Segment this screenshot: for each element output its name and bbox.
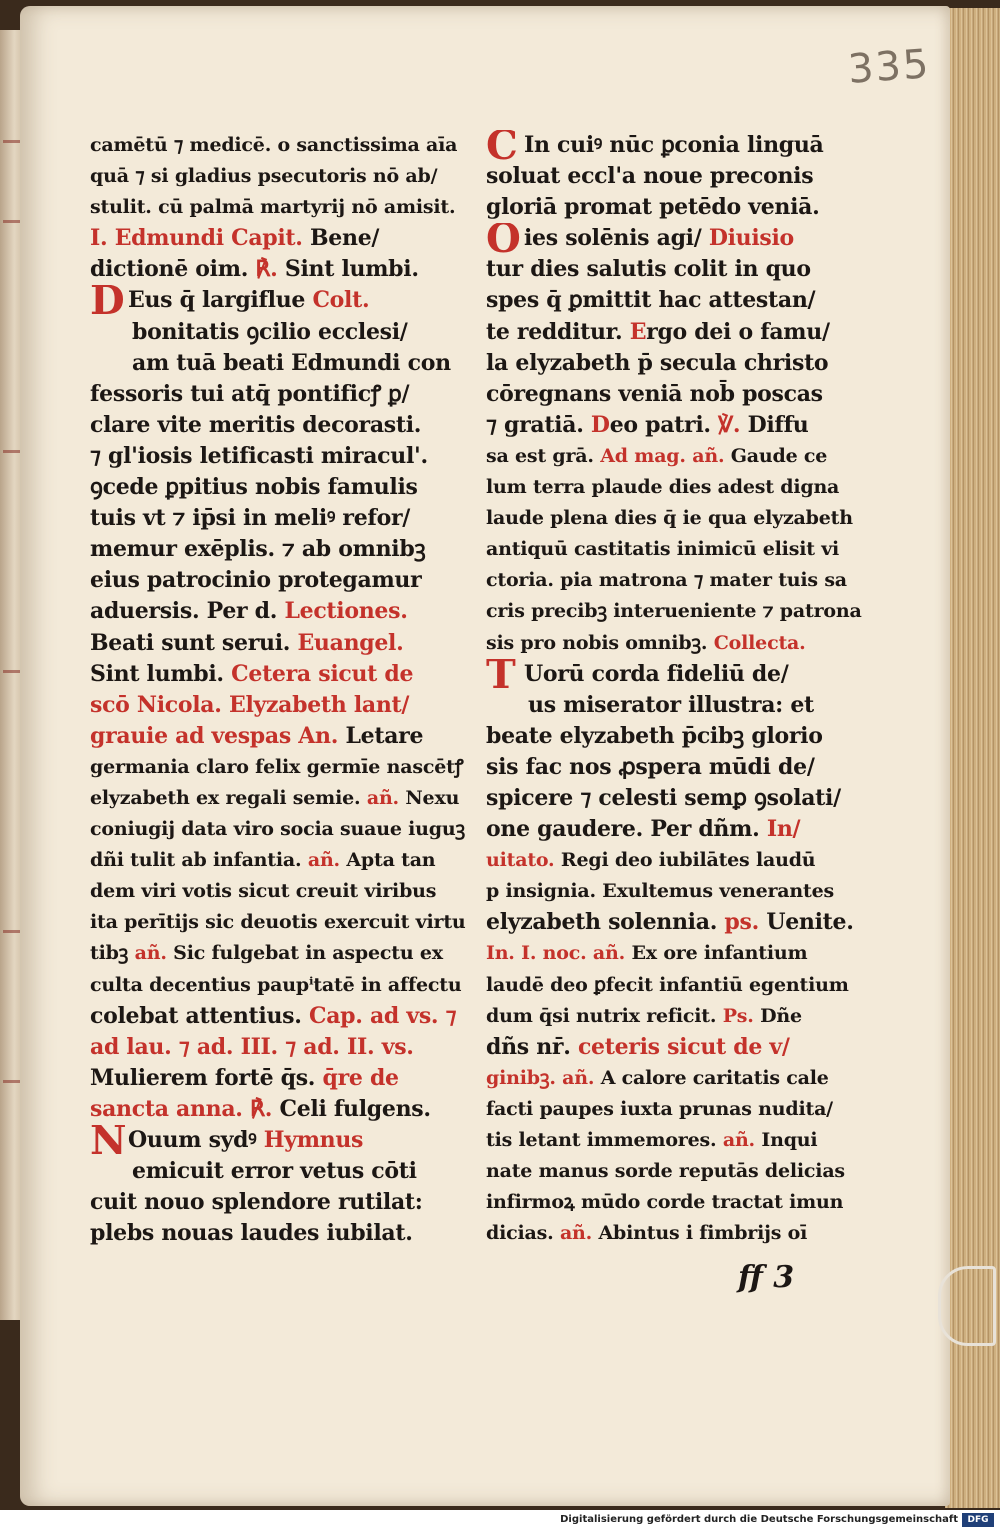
body-text: elyzabeth ex regali semie.	[90, 786, 367, 809]
body-text: Diffu	[747, 411, 809, 438]
text-line	[90, 1094, 470, 1125]
rubric-text: añ.	[307, 849, 347, 872]
rubric-text: Euangel.	[297, 629, 404, 656]
body-text: am tuā beati Edmundi con	[132, 349, 451, 376]
text-line	[486, 1001, 876, 1032]
body-text: gloriā promat petēdo veniā.	[486, 194, 820, 221]
body-text: p insignia. Exultemus venerantes	[486, 880, 834, 903]
body-text: Dñe	[760, 1004, 802, 1027]
body-text: Sic fulgebat in aspectu ex	[173, 942, 443, 965]
red-initial: D	[90, 285, 125, 317]
body-text: te redditur.	[486, 318, 630, 345]
body-text: cris precibꝫ interueniente ⁊ patrona	[486, 600, 862, 623]
rubric-text: Hymnus	[263, 1127, 364, 1153]
text-line	[90, 192, 470, 223]
body-text: Bene/	[310, 225, 380, 252]
body-text: Abintus i fimbrijs oī	[598, 1222, 808, 1245]
rubric-text: añ.	[722, 1129, 762, 1151]
rubric-text: Collecta.	[713, 631, 806, 654]
body-text: tuis vt ⁊ ip̄si in meliꝰ refor/	[90, 505, 410, 532]
body-text: ꝯcede ꝑpitius nobis famulis	[90, 474, 418, 501]
text-line	[486, 814, 876, 845]
body-text: tis letant immemores.	[486, 1129, 723, 1151]
body-text: dum q̄si nutrix reficit.	[486, 1004, 723, 1027]
text-line	[486, 223, 876, 254]
text-line	[90, 845, 470, 876]
text-line	[486, 1156, 876, 1187]
body-text: eius patrocinio protegamur	[90, 567, 422, 594]
text-line	[90, 783, 470, 814]
text-line	[486, 1094, 876, 1125]
text-line	[90, 285, 470, 316]
text-line	[486, 1125, 876, 1156]
body-text: us miserator illustra: et	[528, 691, 814, 718]
text-line	[90, 503, 470, 534]
body-text: Uorū corda fideliū de/	[524, 660, 789, 687]
text-line	[90, 317, 470, 348]
body-text: plebs nouas laudes iubilat.	[90, 1220, 413, 1247]
body-text: Regi deo iubilātes laudū	[560, 849, 816, 872]
body-text: sis fac nos ꝓspera mūdi de/	[486, 753, 815, 780]
body-text: cōregnans veniā nob̄ poscas	[486, 380, 823, 407]
body-text: stulit. cū palmā martyrij nō amisit.	[90, 196, 456, 219]
text-line	[90, 534, 470, 565]
text-line	[486, 317, 876, 348]
text-line	[90, 938, 470, 969]
text-line	[486, 1063, 876, 1094]
rubric-text: añ.	[134, 942, 174, 965]
red-initial: O	[486, 223, 521, 255]
text-line	[486, 441, 876, 472]
body-text: Ouum sydꝰ	[128, 1127, 264, 1153]
text-line	[90, 876, 470, 907]
body-text: dem viri votis sicut creuit viribus	[90, 880, 437, 903]
body-text: soluat eccl'a noue preconis	[486, 163, 814, 190]
text-line	[486, 161, 876, 192]
rubric-text: Ps.	[722, 1004, 761, 1027]
text-line	[90, 1063, 470, 1094]
rubric-text: uitato.	[486, 849, 561, 872]
text-line	[486, 1218, 876, 1249]
body-text: A calore caritatis cale	[600, 1066, 829, 1089]
body-text: Beati sunt serui.	[90, 629, 298, 656]
text-line	[90, 1156, 470, 1187]
body-text: Eus q̄ largiflue	[128, 287, 313, 314]
body-text: Ex ore infantium	[631, 942, 808, 965]
rubric-text: I. Edmundi Capit.	[90, 225, 311, 252]
body-text: dñi tulit ab infantia.	[90, 849, 308, 872]
text-line	[486, 907, 876, 938]
folio-number: 335	[846, 41, 932, 93]
body-text: sis pro nobis omnibꝫ.	[486, 631, 714, 654]
body-text: In cuiꝰ nūc ꝑconia linguā	[524, 132, 824, 158]
text-line	[90, 1032, 470, 1063]
text-line	[486, 876, 876, 907]
body-text: germania claro felix germīe nascētꝭ	[90, 755, 464, 778]
rubric-text: grauie ad vespas An.	[90, 722, 346, 749]
body-text: ⁊ gl'iosis letificasti miracul'.	[90, 442, 428, 469]
rubric-text: q̄re de	[322, 1064, 399, 1091]
left-text-column	[90, 130, 470, 1249]
rubric-text: Diuisio	[708, 225, 794, 252]
text-line	[486, 130, 876, 161]
text-line	[486, 596, 876, 627]
body-text: laudē deo ꝑfecit infantiū egentium	[486, 973, 849, 996]
body-text: emicuit error vetus cōti	[132, 1158, 417, 1185]
text-line	[486, 254, 876, 285]
body-text: ies solēnis agi/	[524, 225, 709, 252]
text-line	[90, 410, 470, 441]
rubric-text: D	[590, 411, 610, 438]
text-line	[486, 410, 876, 441]
rubric-text: ad lau. ⁊ ad. III. ⁊ ad. II. vs.	[90, 1033, 414, 1060]
body-text: one gaudere. Per dñm.	[486, 816, 767, 843]
text-line	[486, 845, 876, 876]
text-line	[486, 285, 876, 316]
body-text: antiquū castitatis inimicū elisit vi	[486, 538, 840, 561]
red-initial: N	[90, 1125, 127, 1157]
text-line	[90, 1001, 470, 1032]
rubric-text: sancta anna. ℟.	[90, 1095, 280, 1122]
body-text: Gaude ce	[730, 444, 828, 467]
text-line	[90, 970, 470, 1001]
rubric-text: Lectiones.	[284, 598, 408, 625]
body-text: fessoris tui atq̄ pontificꝭ ꝑ/	[90, 380, 410, 407]
right-text-column	[486, 130, 876, 1249]
rubric-text: ps.	[724, 909, 767, 936]
body-text: Sint lumbi.	[284, 256, 419, 283]
body-text: Uenite.	[766, 909, 854, 936]
rubric-text: ℟.	[255, 256, 285, 283]
rubric-text: scō Nicola. Elyzabeth lant/	[90, 691, 410, 718]
body-text: infirmoꝝ mūdo corde tractat imun	[486, 1191, 844, 1214]
body-text: Inqui	[761, 1129, 818, 1151]
rubric-text: Ad mag. añ.	[600, 444, 731, 467]
body-text: Letare	[345, 722, 424, 749]
text-line	[486, 192, 876, 223]
text-line	[90, 907, 470, 938]
rubric-text: Colt.	[312, 287, 370, 314]
text-line	[486, 628, 876, 659]
text-line	[486, 534, 876, 565]
body-text: beate elyzabeth p̄cibꝫ glorio	[486, 722, 823, 749]
text-line	[90, 441, 470, 472]
body-text: sa est grā.	[486, 444, 601, 467]
body-text: elyzabeth solennia.	[486, 909, 725, 936]
body-text: laude plena dies q̄ ie qua elyzabeth	[486, 507, 853, 530]
body-text: colebat attentius.	[90, 1002, 309, 1029]
body-text: Apta tan	[346, 849, 436, 872]
text-line	[486, 938, 876, 969]
body-text: lum terra plaude dies adest digna	[486, 476, 840, 499]
text-line	[486, 379, 876, 410]
body-text: memur exēplis. ⁊ ab omnibꝫ	[90, 536, 426, 563]
body-text: culta decentius paupⁱtatē in affectu	[90, 973, 462, 996]
rubric-text: añ.	[559, 1222, 599, 1245]
body-text: nate manus sorde reputās delicias	[486, 1160, 845, 1183]
body-text: la elyzabeth p̄ secula christo	[486, 349, 829, 376]
body-text: cuit nouo splendore rutilat:	[90, 1189, 423, 1216]
red-initial: C	[486, 130, 518, 162]
text-line	[90, 1187, 470, 1218]
body-text: Nexu	[405, 786, 460, 809]
text-line	[486, 659, 876, 690]
text-line	[90, 814, 470, 845]
rubric-text: In/	[766, 816, 801, 843]
rubric-text: ceteris sicut de v/	[577, 1033, 790, 1060]
body-text: ita perītijs sic deuotis exercuit virtu	[90, 911, 466, 934]
body-text: coniugij data viro socia suaue iuguꝫ	[90, 818, 465, 841]
body-text: dñs nr̄.	[486, 1033, 578, 1060]
text-line	[90, 472, 470, 503]
text-line	[486, 348, 876, 379]
text-line	[90, 565, 470, 596]
rubric-text: Cetera sicut de	[231, 660, 414, 687]
rubric-text: E	[629, 318, 647, 345]
text-line	[486, 752, 876, 783]
text-line	[486, 1187, 876, 1218]
body-text: rgo dei o famu/	[646, 318, 830, 345]
text-line	[90, 628, 470, 659]
rubric-text: Cap. ad vs. ⁊	[308, 1002, 457, 1029]
text-line	[90, 254, 470, 285]
body-text: camētū ⁊ medicē. o sanctissima aīa	[90, 134, 458, 156]
text-line	[90, 721, 470, 752]
body-text: eo patri.	[609, 411, 719, 438]
body-text: spes q̄ ꝑmittit hac attestan/	[486, 287, 816, 314]
text-line	[90, 348, 470, 379]
text-line	[90, 1125, 470, 1156]
text-line	[90, 690, 470, 721]
page-clip	[938, 1266, 996, 1346]
body-text: tibꝫ	[90, 942, 135, 965]
rubric-text: añ.	[366, 786, 406, 809]
text-line	[90, 752, 470, 783]
body-text: dictionē oim.	[90, 256, 256, 283]
footer-bar	[0, 1510, 1000, 1531]
body-text: ctoria. pia matrona ⁊ mater tuis sa	[486, 569, 847, 592]
text-line	[90, 379, 470, 410]
text-line	[90, 659, 470, 690]
text-line	[486, 690, 876, 721]
body-text: tur dies salutis colit in quo	[486, 256, 811, 283]
body-text: facti paupes iuxta prunas nudita/	[486, 1097, 833, 1120]
text-line	[486, 1032, 876, 1063]
text-line	[486, 472, 876, 503]
body-text: Sint lumbi.	[90, 660, 232, 687]
text-line	[486, 503, 876, 534]
rubric-text: ginibꝫ. añ.	[486, 1066, 601, 1089]
text-line	[90, 1218, 470, 1249]
text-line	[486, 721, 876, 752]
signature-mark: ff 3	[738, 1260, 795, 1295]
text-line	[486, 783, 876, 814]
rubric-text: In. I. noc. añ.	[486, 942, 632, 965]
text-line	[90, 223, 470, 254]
body-text: clare vite meritis decorasti.	[90, 411, 422, 438]
body-text: dicias.	[486, 1222, 560, 1245]
text-line	[486, 565, 876, 596]
text-line	[90, 130, 470, 161]
text-line	[90, 596, 470, 627]
body-text: bonitatis ꝯcilio ecclesi/	[132, 318, 408, 345]
body-text: Celi fulgens.	[279, 1095, 431, 1122]
body-text: Mulierem fortē q̄s.	[90, 1064, 323, 1091]
text-line	[486, 970, 876, 1001]
rubric-text: ℣.	[718, 411, 748, 438]
funding-credit: Digitalisierung gefördert durch die Deutsche Forschungsgemeinschaft	[560, 1514, 958, 1525]
red-initial: T	[486, 658, 516, 690]
body-text: spicere ⁊ celesti semꝑ ꝯsolati/	[486, 784, 841, 811]
body-text: ⁊ gratiā.	[486, 411, 591, 438]
dfg-logo-icon: DFG	[962, 1513, 994, 1527]
text-line	[90, 161, 470, 192]
body-text: quā ⁊ si gladius psecutoris nō ab/	[90, 165, 438, 188]
body-text: aduersis. Per d.	[90, 598, 285, 625]
